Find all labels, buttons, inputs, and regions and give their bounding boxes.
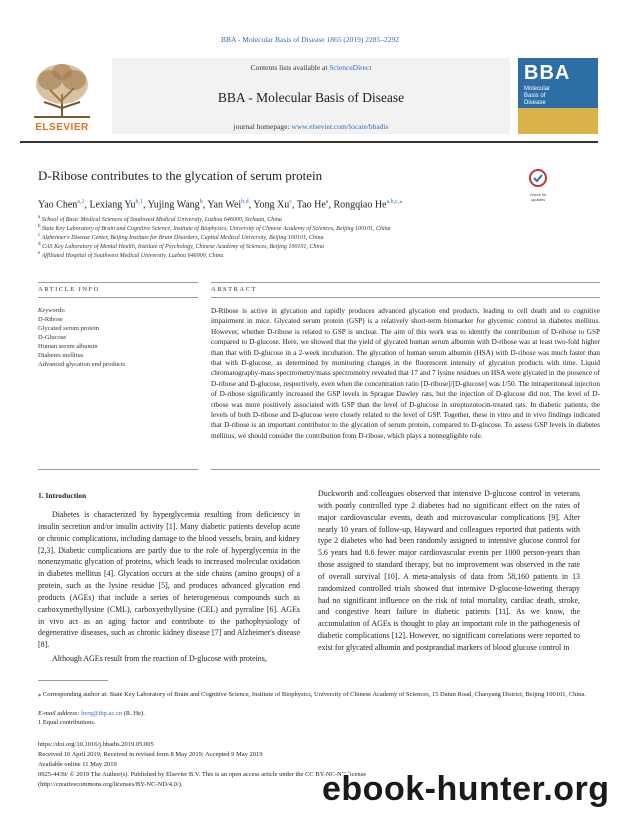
header-divider	[20, 141, 598, 143]
author-affiliation-marker[interactable]: a,b,c,⁎	[386, 199, 403, 205]
author-name[interactable]: Lexiang Yu	[89, 199, 136, 211]
check-updates-icon	[524, 168, 552, 188]
email-note: E-mail address: herq@ibp.ac.cn (R. He).	[38, 710, 145, 717]
journal-cover-image	[518, 58, 598, 134]
author-affiliation-marker[interactable]: b	[199, 199, 203, 205]
abstract-bottom-rule	[211, 297, 600, 298]
introduction-paragraph-2: Although AGEs result from the reaction of D-glucose with proteins,	[52, 654, 267, 663]
author-affiliation-marker[interactable]: a,1	[77, 199, 85, 205]
cover-subtitle: Molecular Basis of Disease	[524, 86, 551, 106]
check-for-updates-badge[interactable]: Check for updates	[524, 168, 552, 196]
affiliation: $^a$ School of Basic Medical Sciences of Southwest Medical University, Luzhou 646000, Sichuan, China	[38, 215, 282, 223]
introduction-heading: 1. Introduction	[38, 491, 87, 500]
license-statement: 0925-4439/ © 2019 The Author(s). Published by Elsevier B.V. This is an open access article under the CC BY-NC-ND license	[38, 771, 367, 778]
journal-homepage: journal homepage: www.elsevier.com/locate/bbadis	[233, 122, 389, 131]
author-name[interactable]: Rongqiao He	[333, 199, 387, 211]
keyword: Glycated serum protein	[38, 325, 100, 332]
introduction-paragraph-1: Diabetes is characterized by hyperglycemia resulting from deficiency in insulin secretion and/or insulin activity [1]. Many diabetic patients develop acute or chronic complications, including damage to the blood vessels, brain, and kidney [2,3]. Diabetic complications are partly due to the role of hyperglycemia in the nonenzymatic glycation of proteins, which leads to increased molecular oxidation in diabetes mellitus [4]. Glycation occurs at the side chains (amino groups) of a protein, such as the lysine residue [5], and produces advanced glycation end products (AGEs) that include a series of heterogeneous compounds such as carboxymethyllysine (CML), carboxyethyllysine (CEL) and pyrraline [6]. AGEs in vivo act as an aging factor and contribute to the pathophysiology of degenerative diseases, such as chronic kidney disease [7] and Alzheimer's disease [8].	[38, 510, 300, 650]
author-name[interactable]: Yan Wei	[207, 199, 242, 211]
affiliation: $^b$ State Key Laboratory of Brain and Cognitive Science, Institute of Biophysics, University of Chinese Academy of Sciences, Beijing 100101, China	[38, 224, 391, 232]
article-info-end-rule	[38, 469, 198, 470]
watermark: ebook-hunter.org	[322, 770, 610, 808]
affiliation: $^c$ Alzheimer's Disease Center, Beijing Institute for Brain Disorders, Capital Medical University, Beijing 100101, China	[38, 233, 324, 241]
equal-contributions-note: 1 Equal contributions.	[38, 719, 96, 726]
article-title: D-Ribose contributes to the glycation of serum protein	[38, 168, 323, 183]
journal-name: BBA - Molecular Basis of Disease	[217, 90, 405, 105]
author-name[interactable]: Yujing Wang	[147, 199, 200, 211]
keyword: Human serum albumin	[38, 343, 98, 350]
received-dates: Received 10 April 2019; Received in revised form 8 May 2019; Accepted 9 May 2019	[38, 751, 263, 758]
author-name[interactable]: Yao Chen	[38, 199, 78, 211]
doi-link[interactable]: https://doi.org/10.1016/j.bbadis.2019.05.005	[38, 741, 154, 748]
affiliation: $^e$ Affiliated Hospital of Southwest Medical University, Luzhou 646000, China	[38, 251, 224, 259]
sciencedirect-link[interactable]: ScienceDirect	[329, 63, 372, 72]
affiliation: $^d$ CAS Key Laboratory of Mental Health, Institute of Psychology, Chinese Academy of Sciences, Beijing 100101, China	[38, 242, 325, 250]
article-info-heading: ARTICLE INFO	[38, 286, 100, 293]
corresponding-author-note: ⁎ Corresponding author at: State Key Laboratory of Brain and Cognitive Science, Institute of Biophysics, University of Chinese Academy of Sciences, 15 Datun Road, Chaoyang District, Beijing 100101, China.	[38, 691, 586, 698]
keyword: D-Glucose	[38, 334, 67, 341]
author-affiliation-marker[interactable]: c	[289, 199, 292, 205]
author-name[interactable]: Yong Xu	[253, 199, 290, 211]
article-info-top-rule	[38, 282, 198, 283]
author-list: Yao Chen$^{a,1}$, Lexiang Yu$^{b,1}$, Yujing Wang$^b$, Yan Wei$^{b,d}$, Yong Xu$^c$, Tao He$^a$, Rongqiao $He^{a,b,c,⁎}$	[38, 199, 403, 211]
keyword: Diabetes mellitus	[38, 352, 84, 359]
elsevier-wordmark: ELSEVIER	[35, 122, 89, 133]
author-name[interactable]: Tao He	[296, 199, 326, 211]
article-info-bottom-rule	[38, 297, 198, 298]
introduction-right-column: Duckworth and colleagues observed that intensive D-glucose control in veterans with poorly controlled type 2 diabetes had no significant effect on the rates of major cardiovascular events, death and microvascular complications [9]. After nearly 10 years of follow-up, Hayward and colleagues reported that patients with type 2 diabetes who had been randomly assigned to intensive glucose control for 5.6 years had 8.6 fewer major cardiovascular events per 1000 person-years than those assigned to standard therapy, but no improvement was observed in the rate of overall survival [10]. A meta-analysis of data from 58,160 patients in 13 randomized controlled trials showed that intensive D-glucose-lowering therapy had no significant influence on the risk of total mortality, cardiac death, stroke, and congestive heart failure in diabetic patients [11]. As we know, the accumulation of AGEs is thought to play an important role in the pathogenesis of diabetic complications [12]. However, no significant correlations were reported to exist for glycated albumin and postprandial markers of blood glucose control in	[318, 489, 580, 652]
email-link[interactable]: herq@ibp.ac.cn	[81, 710, 123, 717]
author-affiliation-marker[interactable]: b,d	[241, 199, 249, 205]
author-affiliation-marker[interactable]: b,1	[135, 199, 143, 205]
homepage-link[interactable]: www.elsevier.com/locate/bbadis	[291, 122, 389, 131]
keyword: D-Ribose	[38, 316, 63, 323]
license-url[interactable]: (http://creativecommons.org/licenses/BY-NC-ND/4.0/).	[38, 781, 183, 788]
abstract-heading: ABSTRACT	[211, 286, 257, 293]
cover-band	[518, 108, 598, 134]
keyword: Advanced glycation end products	[38, 361, 126, 368]
contents-line: Contents lists available at ScienceDirect	[250, 63, 372, 72]
abstract-top-rule	[211, 282, 600, 283]
abstract-end-rule	[211, 469, 600, 470]
online-date: Available online 11 May 2019	[38, 761, 117, 768]
keywords-label: Keywords:	[38, 307, 66, 314]
cover-title: BBA	[524, 62, 571, 84]
journal-citation[interactable]: BBA - Molecular Basis of Disease 1865 (2019) 2285–2292	[221, 35, 399, 44]
abstract-text: D-Ribose is active in glycation and rapidly produces advanced glycation end products, leading to cell death and to cognitive impairment in mice. Glycated serum protein (GSP) is a relatively short-term biomarker for glycemic control in diabetes mellitus. However, whether D-ribose is related to GSP is unclear. The aim of this work was to identify the contribution of D-ribose to GSP compared to D-glucose. Here, we showed that the yield of glycated human serum albumin with D-ribose was at least two-fold higher than that with D-glucose in a 2-week incubation. The glycation of human serum albumin (HSA) with D-ribose was much faster than that with D-glucose, as determined by monitoring changes in the fluorescent intensity of glycation products with time. Liquid chromatography-mass spectrometry/mass spectrometry revealed that 17 and 7 lysine residues on HSA were glycated in the presence of D-ribose and D-glucose, respectively, even when the concentration ratio [D-ribose]/[D-glucose] was 1/50. The intraperitoneal injection of D-ribose significantly increased the GSP levels in Sprague Dawley rats, but the injection of D-glucose did not. The level of D-ribose was more positively associated with GSP than the level of D-glucose in streptozotocin-treated rats. In diabetic patients, the levels of both D-ribose and D-glucose were closely related to the level of GSP. Together, these in vitro and in vivo findings indicated that D-ribose is an important contributor to the glycation of serum protein, compared to D-glucose. To assess GSP levels in diabetes mellitus, we should consider the contribution from D-ribose, which plays a nonnegligible role.	[211, 307, 600, 440]
author-affiliation-marker[interactable]: a	[325, 199, 329, 205]
footnote-rule	[38, 680, 108, 681]
